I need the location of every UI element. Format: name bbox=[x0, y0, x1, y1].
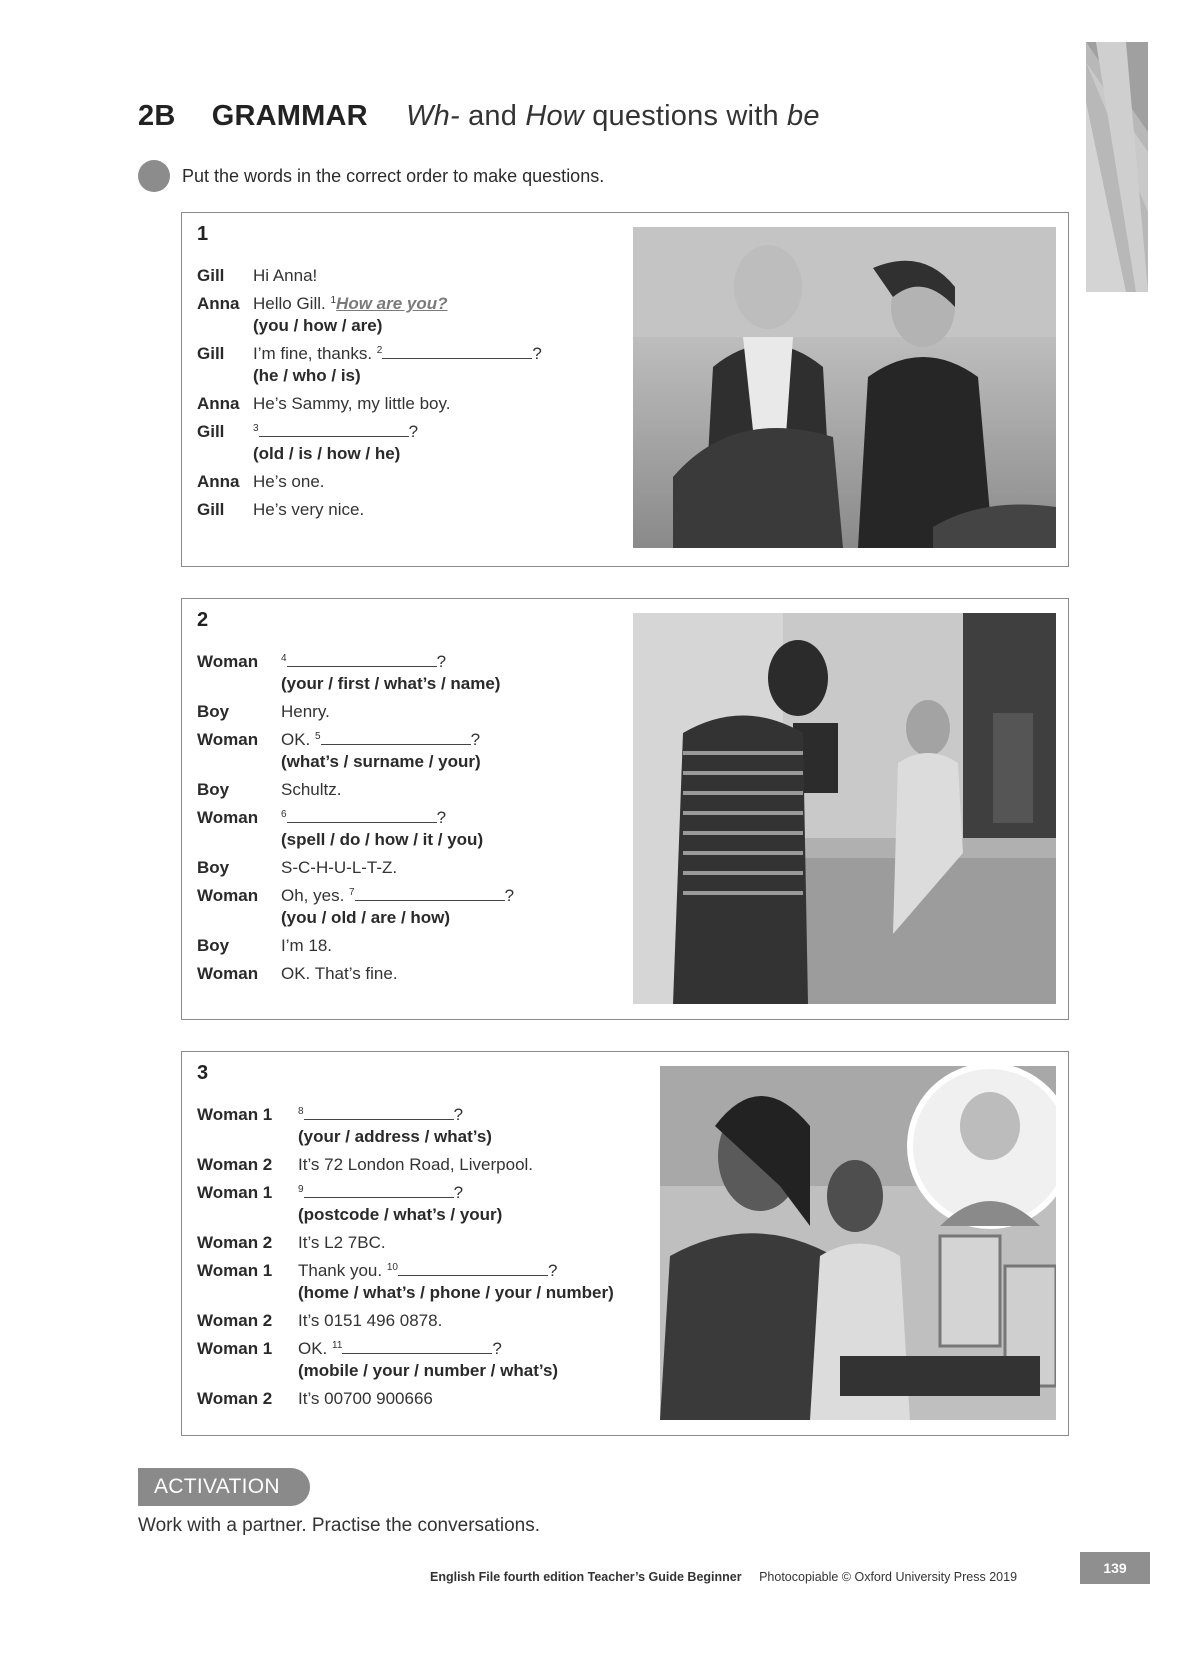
question-number: 9 bbox=[298, 1184, 304, 1195]
dialogue-line bbox=[197, 393, 542, 415]
instruction bbox=[138, 160, 604, 192]
section-subtitle: Wh- and How questions with be bbox=[406, 100, 820, 132]
word-prompt: (you / old / are / how) bbox=[281, 908, 451, 927]
exercise-number: 2 bbox=[197, 609, 209, 631]
line-text: Thank you. bbox=[298, 1261, 383, 1280]
speaker-name: Woman 1 bbox=[197, 1105, 273, 1124]
speaker-name: Woman bbox=[197, 886, 259, 905]
speaker-name: Anna bbox=[197, 394, 240, 413]
question-number: 8 bbox=[298, 1106, 304, 1117]
speaker-name: Woman bbox=[197, 808, 259, 827]
question-number: 10 bbox=[386, 1262, 398, 1273]
line-text: It’s 0151 496 0878. bbox=[298, 1311, 443, 1330]
speaker-name: Woman bbox=[197, 652, 259, 671]
question-mark: ? bbox=[547, 1261, 558, 1280]
line-text: It’s 72 London Road, Liverpool. bbox=[298, 1155, 534, 1174]
line-text: Henry. bbox=[281, 702, 330, 721]
word-prompt: (you / how / are) bbox=[253, 316, 383, 335]
speaker-name: Woman 2 bbox=[197, 1155, 273, 1174]
exercise-2-box bbox=[181, 598, 1069, 1020]
answer-blank[interactable] bbox=[287, 652, 437, 667]
dialogue-line bbox=[197, 701, 514, 723]
dialogue-line bbox=[197, 471, 542, 493]
word-prompt: (home / what’s / phone / your / number) bbox=[298, 1283, 614, 1302]
word-prompt: (spell / do / how / it / you) bbox=[281, 830, 484, 849]
speaker-name: Woman 2 bbox=[197, 1389, 273, 1408]
dialogue-line bbox=[197, 1260, 614, 1304]
dialogue-line bbox=[197, 935, 514, 957]
speaker-name: Woman 2 bbox=[197, 1233, 273, 1252]
dialogue-line bbox=[197, 1182, 614, 1226]
question-number: 6 bbox=[281, 809, 287, 820]
dialogue bbox=[197, 265, 542, 527]
speaker-name: Gill bbox=[197, 422, 225, 441]
speaker-name: Woman bbox=[197, 964, 259, 983]
activation-label: ACTIVATION bbox=[138, 1468, 310, 1506]
exercise-1-box bbox=[181, 212, 1069, 567]
line-text: Hello Gill. bbox=[253, 294, 326, 313]
line-text: Hi Anna! bbox=[253, 266, 318, 285]
dialogue-line bbox=[197, 421, 542, 465]
answer-blank[interactable] bbox=[304, 1105, 454, 1120]
question-number: 3 bbox=[253, 423, 259, 434]
dialogue-line bbox=[197, 807, 514, 851]
dialogue-line bbox=[197, 1232, 614, 1254]
dialogue-line bbox=[197, 779, 514, 801]
answer-blank[interactable] bbox=[304, 1183, 454, 1198]
line-text: I’m 18. bbox=[281, 936, 333, 955]
question-mark: ? bbox=[436, 652, 447, 671]
footer-book-title: English File fourth edition Teacher’s Guide Beginner bbox=[430, 1570, 742, 1584]
word-prompt: (what’s / surname / your) bbox=[281, 752, 481, 771]
footer-copyright: Photocopiable © Oxford University Press 2019 bbox=[759, 1570, 1018, 1584]
photo-two-women-with-pram bbox=[633, 227, 1056, 548]
line-text: He’s very nice. bbox=[253, 500, 365, 519]
speaker-name: Anna bbox=[197, 472, 240, 491]
speaker-name: Woman 1 bbox=[197, 1339, 273, 1358]
dialogue-line bbox=[197, 963, 514, 985]
instruction-text: Put the words in the correct order to make questions. bbox=[182, 165, 605, 186]
question-mark: ? bbox=[532, 344, 542, 363]
speaker-name: Anna bbox=[197, 294, 240, 313]
line-text: Schultz. bbox=[281, 780, 342, 799]
question-number: 1 bbox=[330, 295, 337, 306]
question-mark: ? bbox=[453, 1105, 464, 1124]
question-number: 11 bbox=[332, 1340, 343, 1351]
speaker-name: Woman 1 bbox=[197, 1183, 273, 1202]
answer-blank[interactable] bbox=[259, 422, 409, 437]
photo-call-centre-workers bbox=[660, 1066, 1056, 1420]
answer-blank[interactable] bbox=[287, 808, 437, 823]
line-text: He’s one. bbox=[253, 472, 325, 491]
question-mark: ? bbox=[408, 422, 419, 441]
speaker-name: Gill bbox=[197, 266, 225, 285]
line-text: OK. That’s fine. bbox=[281, 964, 398, 983]
dialogue-line bbox=[197, 293, 542, 337]
speaker-name: Boy bbox=[197, 936, 230, 955]
line-text: OK. bbox=[281, 730, 311, 749]
question-mark: ? bbox=[470, 730, 481, 749]
line-text: It’s 00700 900666 bbox=[298, 1389, 433, 1408]
dialogue bbox=[197, 1104, 614, 1416]
question-mark: ? bbox=[504, 886, 515, 905]
speaker-name: Woman 2 bbox=[197, 1311, 273, 1330]
dialogue-line bbox=[197, 1154, 614, 1176]
activation-text: Work with a partner. Practise the conversations. bbox=[138, 1515, 540, 1536]
dialogue-line bbox=[197, 729, 514, 773]
speaker-name: Gill bbox=[197, 500, 225, 519]
line-text: It’s L2 7BC. bbox=[298, 1233, 386, 1252]
speaker-name: Gill bbox=[197, 344, 225, 363]
difficulty-dot-icon bbox=[138, 160, 170, 192]
word-prompt: (old / is / how / he) bbox=[253, 444, 401, 463]
exercise-3-box bbox=[181, 1051, 1069, 1436]
answer-blank[interactable] bbox=[398, 1261, 548, 1276]
question-number: 4 bbox=[281, 653, 287, 664]
dialogue-line bbox=[197, 1388, 614, 1410]
line-text: Oh, yes. bbox=[281, 886, 345, 905]
question-mark: ? bbox=[453, 1183, 464, 1202]
dialogue-line bbox=[197, 1338, 614, 1382]
dialogue bbox=[197, 651, 514, 991]
dialogue-line bbox=[197, 857, 514, 879]
speaker-name: Woman bbox=[197, 730, 259, 749]
answer-blank[interactable] bbox=[342, 1339, 492, 1354]
dialogue-line bbox=[197, 1310, 614, 1332]
exercise-number: 3 bbox=[197, 1062, 209, 1084]
dialogue-line bbox=[197, 885, 514, 929]
example-answer: How are you? bbox=[336, 294, 448, 313]
dialogue-line bbox=[197, 1104, 614, 1148]
question-mark: ? bbox=[436, 808, 447, 827]
section-title: GRAMMAR bbox=[211, 100, 368, 132]
dialogue-line bbox=[197, 265, 542, 287]
speaker-name: Boy bbox=[197, 780, 230, 799]
line-text: I’m fine, thanks. bbox=[253, 344, 373, 363]
word-prompt: (your / address / what’s) bbox=[298, 1127, 492, 1146]
page-number: 139 bbox=[1080, 1552, 1150, 1584]
dialogue-line bbox=[197, 651, 514, 695]
corner-tab-decoration bbox=[1086, 42, 1152, 292]
speaker-name: Boy bbox=[197, 858, 230, 877]
question-number: 2 bbox=[376, 345, 383, 356]
unit-code: 2B bbox=[138, 100, 176, 132]
line-text: OK. bbox=[298, 1339, 328, 1358]
question-number: 7 bbox=[349, 887, 355, 898]
speaker-name: Boy bbox=[197, 702, 230, 721]
dialogue-line bbox=[197, 343, 542, 387]
word-prompt: (postcode / what’s / your) bbox=[298, 1205, 503, 1224]
question-mark: ? bbox=[492, 1339, 502, 1358]
word-prompt: (mobile / your / number / what’s) bbox=[298, 1361, 559, 1380]
page-heading bbox=[138, 100, 820, 133]
answer-blank[interactable] bbox=[321, 730, 471, 745]
answer-blank[interactable] bbox=[355, 886, 505, 901]
speaker-name: Woman 1 bbox=[197, 1261, 273, 1280]
word-prompt: (he / who / is) bbox=[253, 366, 361, 385]
footer bbox=[430, 1570, 1017, 1584]
word-prompt: (your / first / what’s / name) bbox=[281, 674, 501, 693]
line-text: S-C-H-U-L-T-Z. bbox=[281, 858, 398, 877]
line-text: He’s Sammy, my little boy. bbox=[253, 394, 451, 413]
answer-blank[interactable] bbox=[382, 344, 532, 359]
dialogue-line bbox=[197, 499, 542, 521]
question-number: 5 bbox=[315, 731, 321, 742]
exercise-number: 1 bbox=[197, 223, 209, 245]
photo-boy-at-reception-desk bbox=[633, 613, 1056, 1004]
